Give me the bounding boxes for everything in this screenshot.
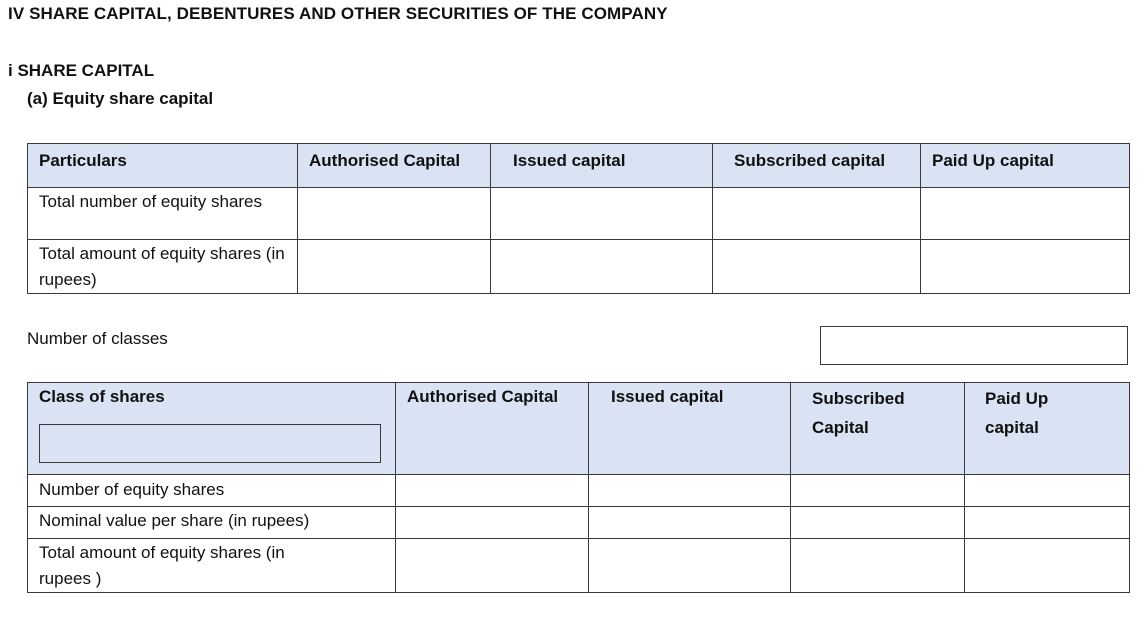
paid-up-capital-field[interactable] <box>921 240 1130 294</box>
column-header-class-of-shares: Class of shares <box>28 383 396 475</box>
column-header-paid-up-capital: Paid Up capital <box>965 383 1130 475</box>
column-header-authorised-capital: Authorised Capital <box>298 144 491 188</box>
column-header-subscribed-capital: Subscribed Capital <box>791 383 965 475</box>
authorised-capital-field[interactable] <box>396 507 589 539</box>
number-of-classes-label: Number of classes <box>27 329 168 348</box>
table-header-row <box>28 144 1130 188</box>
subsection-title: (a) Equity share capital <box>27 89 214 108</box>
page-title: IV SHARE CAPITAL, DEBENTURES AND OTHER SECURITIES OF THE COMPANY <box>8 4 668 23</box>
row-label: Total amount of equity shares (in rupees ) <box>28 539 396 593</box>
authorised-capital-field[interactable] <box>396 539 589 593</box>
class-of-shares-table <box>27 382 1130 593</box>
row-label: Nominal value per share (in rupees) <box>28 507 396 539</box>
class-of-shares-input[interactable] <box>39 424 381 463</box>
paid-up-capital-field[interactable] <box>965 539 1130 593</box>
column-header-issued-capital: Issued capital <box>589 383 791 475</box>
row-label: Total number of equity shares <box>28 188 298 240</box>
subscribed-capital-field[interactable] <box>791 507 965 539</box>
table-row <box>28 475 1130 507</box>
table-row <box>28 240 1130 294</box>
row-label: Number of equity shares <box>28 475 396 507</box>
authorised-capital-field[interactable] <box>396 475 589 507</box>
issued-capital-field[interactable] <box>491 188 713 240</box>
table-row <box>28 188 1130 240</box>
table-header-row <box>28 383 1130 475</box>
column-header-authorised-capital: Authorised Capital <box>396 383 589 475</box>
authorised-capital-field[interactable] <box>298 240 491 294</box>
subscribed-capital-field[interactable] <box>713 188 921 240</box>
column-header-issued-capital: Issued capital <box>491 144 713 188</box>
authorised-capital-field[interactable] <box>298 188 491 240</box>
column-header-particulars: Particulars <box>28 144 298 188</box>
column-header-subscribed-capital: Subscribed capital <box>713 144 921 188</box>
subscribed-capital-field[interactable] <box>713 240 921 294</box>
column-header-paid-up-capital: Paid Up capital <box>921 144 1130 188</box>
row-label: Total amount of equity shares (in rupees) <box>28 240 298 294</box>
issued-capital-field[interactable] <box>491 240 713 294</box>
issued-capital-field[interactable] <box>589 475 791 507</box>
subscribed-capital-field[interactable] <box>791 539 965 593</box>
table-row <box>28 507 1130 539</box>
paid-up-capital-field[interactable] <box>965 507 1130 539</box>
equity-share-capital-table <box>27 143 1130 294</box>
number-of-classes-field[interactable] <box>820 326 1128 365</box>
issued-capital-field[interactable] <box>589 507 791 539</box>
section-title: i SHARE CAPITAL <box>8 61 155 80</box>
table-row <box>28 539 1130 593</box>
issued-capital-field[interactable] <box>589 539 791 593</box>
subscribed-capital-field[interactable] <box>791 475 965 507</box>
paid-up-capital-field[interactable] <box>921 188 1130 240</box>
paid-up-capital-field[interactable] <box>965 475 1130 507</box>
